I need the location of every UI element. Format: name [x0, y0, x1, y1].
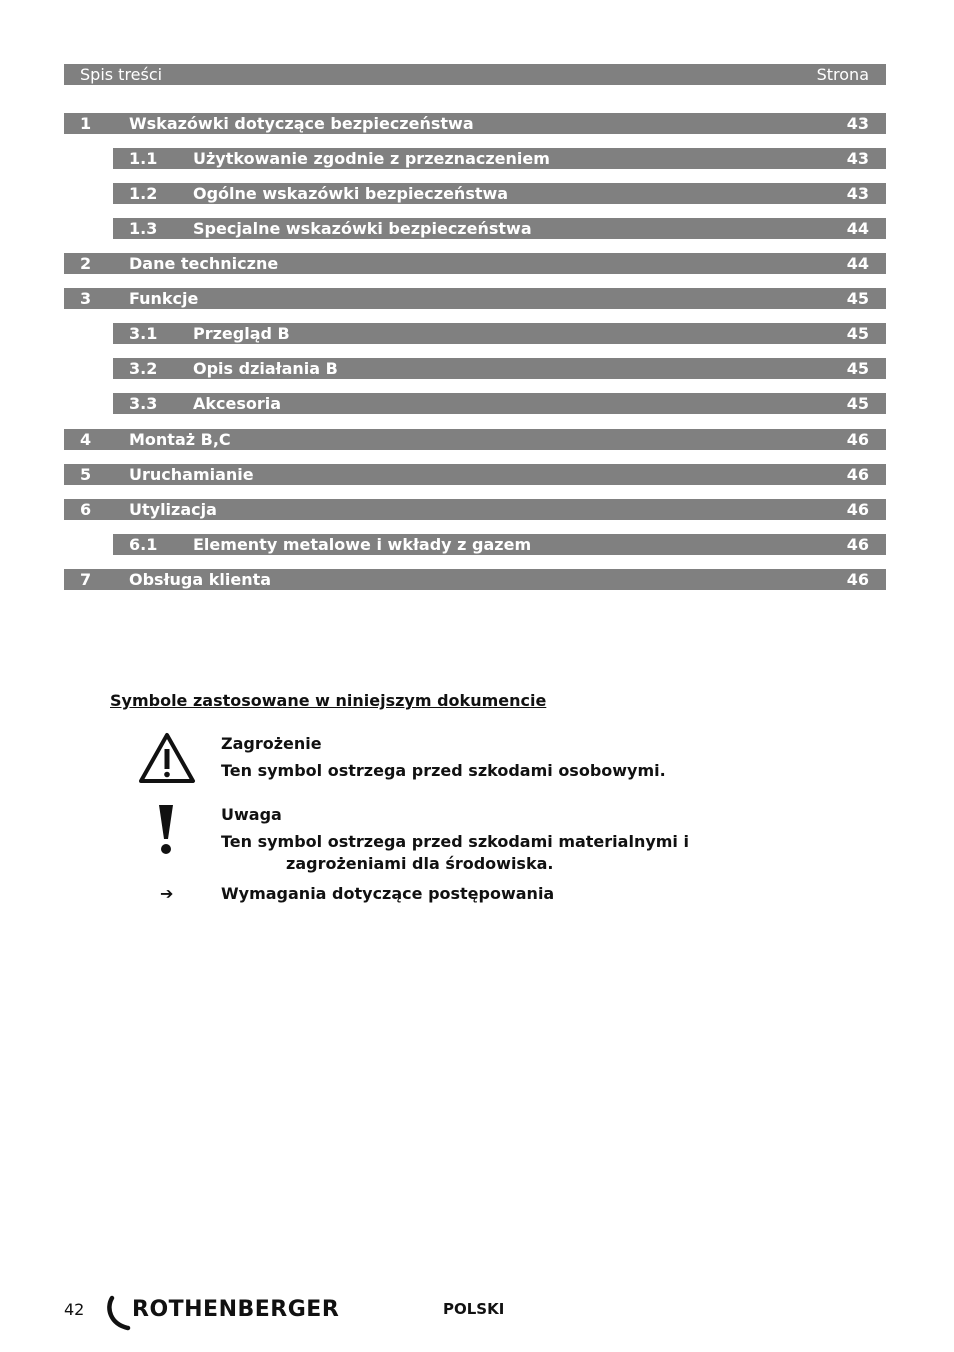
- toc-entry-page: 43: [846, 114, 869, 133]
- toc-entry-number: 5: [80, 465, 92, 484]
- toc-entry-number: 7: [80, 570, 92, 589]
- toc-entry-title: Akcesoria: [193, 394, 282, 413]
- toc-entry-number: 1.1: [129, 149, 158, 168]
- toc-entry[interactable]: [113, 183, 886, 204]
- toc-entry-page: 46: [846, 570, 869, 589]
- caution-text-line2: zagrożeniami dla środowiska.: [286, 854, 554, 873]
- toc-entry-title: Obsługa klienta: [129, 570, 272, 589]
- toc-entry-title: Przegląd B: [193, 324, 290, 343]
- toc-entry-page: 44: [846, 254, 869, 273]
- danger-text: Ten symbol ostrzega przed szkodami osobowymi.: [221, 761, 666, 780]
- toc-entry[interactable]: [64, 569, 886, 590]
- toc-entry-title: Dane techniczne: [129, 254, 279, 273]
- toc-entry-title: Uruchamianie: [129, 465, 254, 484]
- caution-title: Uwaga: [221, 805, 282, 824]
- toc-entry-page: 45: [846, 394, 869, 413]
- toc-entry[interactable]: [113, 218, 886, 239]
- arrow-right-icon: ➔: [160, 884, 174, 903]
- toc-header-title: Spis treści: [80, 65, 163, 84]
- toc-entry[interactable]: [113, 148, 886, 169]
- toc-entry-title: Funkcje: [129, 289, 199, 308]
- toc-entry[interactable]: [64, 429, 886, 450]
- toc-header-page-label: Strona: [816, 65, 869, 84]
- toc-entry-number: 3: [80, 289, 92, 308]
- action-text: Wymagania dotyczące postępowania: [221, 884, 555, 903]
- toc-entry[interactable]: [113, 393, 886, 414]
- toc-entry-number: 1: [80, 114, 92, 133]
- toc-entry-title: Opis działania B: [193, 359, 338, 378]
- toc-entry[interactable]: [64, 253, 886, 274]
- exclamation-icon: [156, 804, 176, 856]
- toc-entry-number: 6.1: [129, 535, 158, 554]
- symbols-heading: Symbole zastosowane w niniejszym dokumencie: [110, 691, 547, 710]
- toc-entry-page: 44: [846, 219, 869, 238]
- toc-header: [64, 64, 886, 85]
- toc-entry[interactable]: [64, 464, 886, 485]
- toc-entry[interactable]: [64, 113, 886, 134]
- toc-entry-page: 46: [846, 465, 869, 484]
- toc-entry-number: 2: [80, 254, 92, 273]
- toc-entry[interactable]: [113, 358, 886, 379]
- toc-entry[interactable]: [113, 534, 886, 555]
- toc-entry-number: 3.3: [129, 394, 158, 413]
- toc-entry-page: 45: [846, 359, 869, 378]
- danger-title: Zagrożenie: [221, 734, 322, 753]
- toc-entry-title: Utylizacja: [129, 500, 217, 519]
- toc-entry-page: 43: [846, 184, 869, 203]
- toc-entry-page: 46: [846, 430, 869, 449]
- caution-text-line1: Ten symbol ostrzega przed szkodami materialnymi i: [221, 832, 689, 851]
- toc-entry-title: Ogólne wskazówki bezpieczeństwa: [193, 184, 509, 203]
- toc-entry-title: Specjalne wskazówki bezpieczeństwa: [193, 219, 532, 238]
- toc-entry-page: 45: [846, 324, 869, 343]
- toc-entry[interactable]: [64, 288, 886, 309]
- toc-entry-number: 6: [80, 500, 92, 519]
- toc-entry-page: 46: [846, 535, 869, 554]
- language-label: POLSKI: [443, 1300, 505, 1318]
- toc-entry-page: 46: [846, 500, 869, 519]
- toc-entry[interactable]: [64, 499, 886, 520]
- toc-entry-title: Użytkowanie zgodnie z przeznaczeniem: [193, 149, 550, 168]
- toc-entry-number: 1.2: [129, 184, 158, 203]
- toc-entry-number: 1.3: [129, 219, 158, 238]
- toc-entry-number: 3.1: [129, 324, 158, 343]
- toc-entry[interactable]: [113, 323, 886, 344]
- toc-entry-number: 3.2: [129, 359, 158, 378]
- toc-entry-title: Wskazówki dotyczące bezpieczeństwa: [129, 114, 474, 133]
- toc-entry-title: Elementy metalowe i wkłady z gazem: [193, 535, 532, 554]
- warning-triangle-icon: [138, 732, 196, 784]
- toc-entry-page: 45: [846, 289, 869, 308]
- toc-entry-page: 43: [846, 149, 869, 168]
- brand-logo: ROTHENBERGER: [132, 1297, 340, 1322]
- page-number: 42: [64, 1300, 85, 1319]
- toc-entry-number: 4: [80, 430, 92, 449]
- toc-entry-title: Montaż B,C: [129, 430, 231, 449]
